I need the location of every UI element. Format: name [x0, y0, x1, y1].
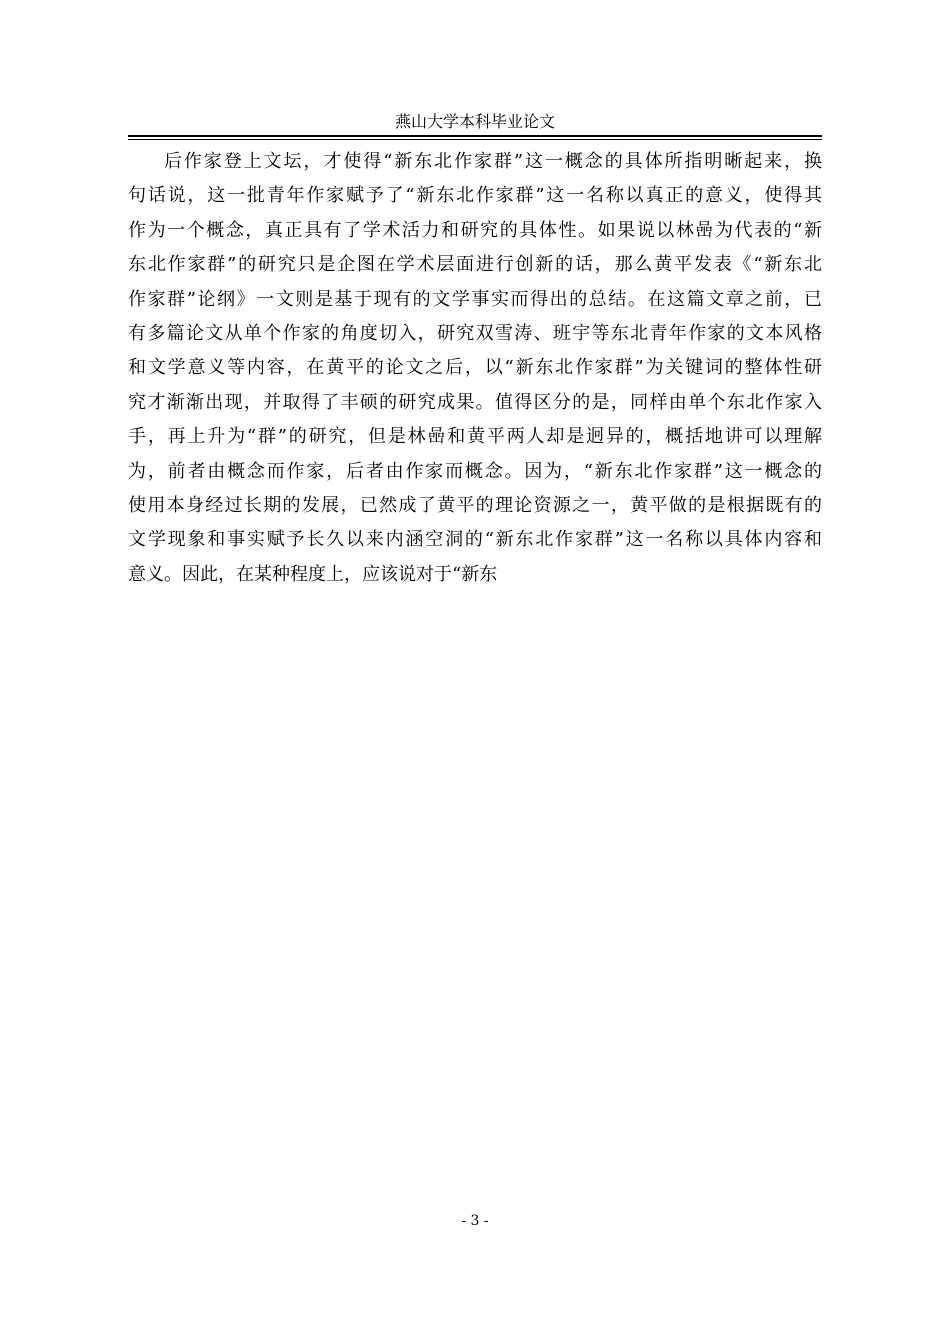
paragraph-line: 作家群”论纲》一文则是基于现有的文学事实而得出的总结。在这篇文章之前，已: [128, 288, 822, 310]
paragraph-line: 究才渐渐出现，并取得了丰硕的研究成果。值得区分的是，同样由单个东北作家入: [128, 391, 822, 413]
page-number: - 3 -: [461, 1213, 489, 1229]
paragraph-line: 句话说，这一批青年作家赋予了“新东北作家群”这一名称以真正的意义，使得其: [128, 185, 822, 207]
running-header-title: 燕山大学本科毕业论文: [394, 112, 555, 131]
paragraph-line: 为，前者由概念而作家，后者由作家而概念。因为，“新东北作家群”这一概念的: [128, 460, 822, 482]
paragraph-line: 有多篇论文从单个作家的角度切入，研究双雪涛、班宇等东北青年作家的文本风格: [128, 322, 822, 344]
paragraph-line: 文学现象和事实赋予长久以来内涵空洞的“新东北作家群”这一名称以具体内容和: [128, 529, 822, 551]
paragraph-line: 作为一个概念，真正具有了学术活力和研究的具体性。如果说以林喦为代表的“新: [128, 219, 822, 241]
paragraph-line: 和文学意义等内容，在黄平的论文之后，以“新东北作家群”为关键词的整体性研: [128, 357, 822, 379]
paragraph-line: 意义。因此，在某种程度上，应该说对于“新东: [128, 563, 498, 585]
paragraph-line: 后作家登上文坛，才使得“新东北作家群”这一概念的具体所指明晰起来，换: [164, 151, 822, 172]
paragraph-line: 手，再上升为“群”的研究，但是林喦和黄平两人却是迥异的，概括地讲可以理解: [128, 426, 822, 448]
paragraph-line: 东北作家群”的研究只是企图在学术层面进行创新的话，那么黄平发表《“新东北: [128, 254, 822, 276]
body-paragraph: [128, 145, 822, 592]
paragraph-line: 使用本身经过长期的发展，已然成了黄平的理论资源之一，黄平做的是根据既有的: [128, 494, 822, 516]
header-rule-thin: [128, 139, 822, 140]
header-rule-thick: [128, 135, 822, 137]
